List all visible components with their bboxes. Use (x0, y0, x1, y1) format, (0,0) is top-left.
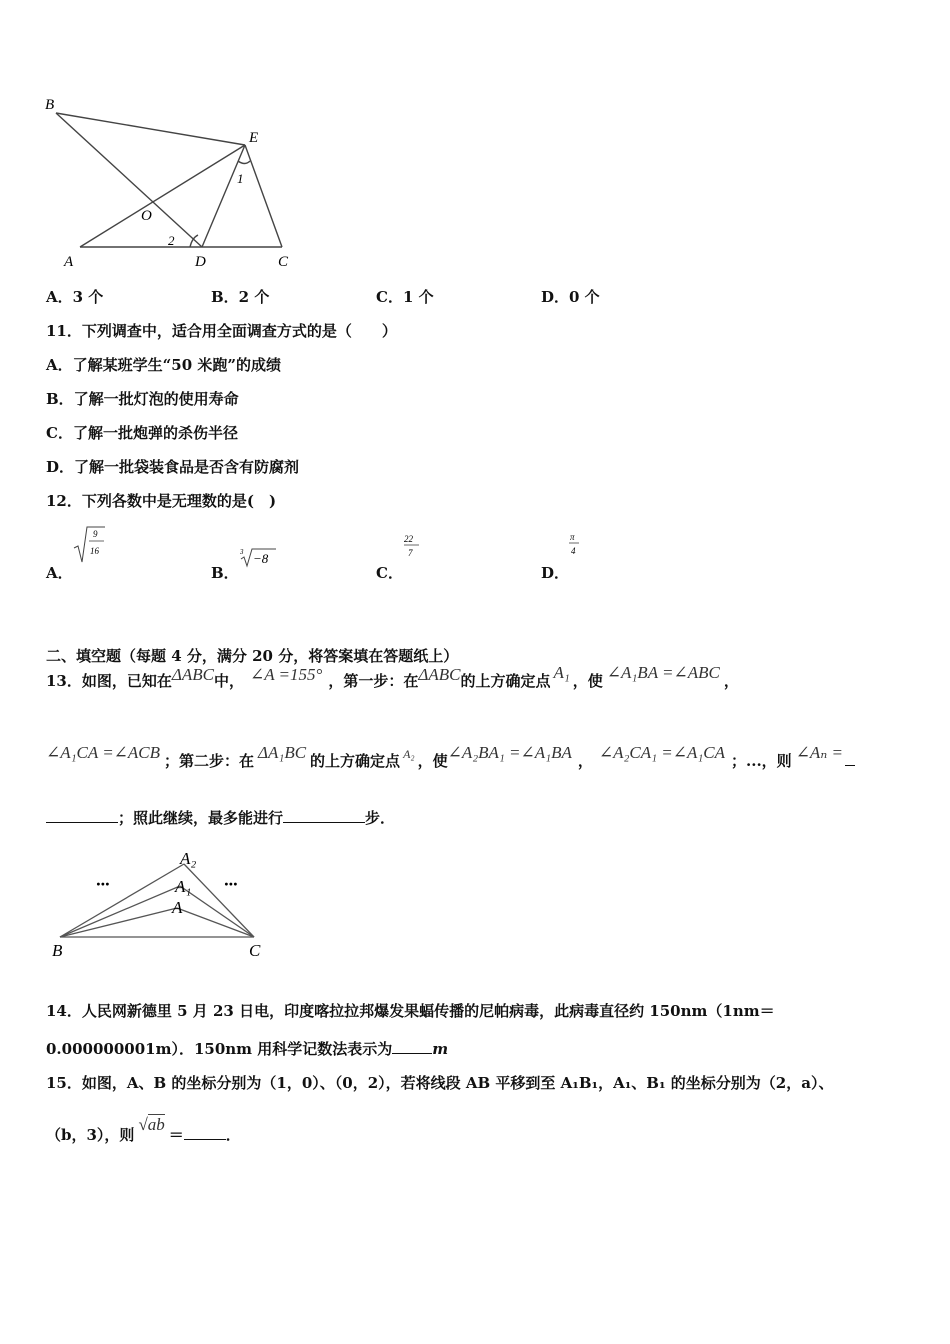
q13-answer-blank-1b[interactable] (46, 810, 118, 823)
q13-text: ， (577, 752, 593, 770)
label-E: E (249, 130, 259, 146)
q14-unit: m (432, 1040, 449, 1058)
q13-math: ∠A =155° (249, 665, 323, 684)
q13-math: ΔA₁BC (258, 743, 307, 762)
q13-text: 中， (213, 672, 244, 690)
q12-c-denominator: 7 (408, 548, 413, 558)
q12-stem: 12．下列各数中是无理数的是( ) (46, 492, 277, 510)
dots-left: ··· (96, 874, 110, 894)
q13-text: ，第一步：在 (328, 672, 419, 690)
q13-answer-blank-1a[interactable] (845, 753, 855, 766)
q14-line-1: 14．人民网新德里 5 月 23 日电，印度喀拉拉邦爆发果蝠传播的尼帕病毒，此病毒直径约 150nm（1nm＝ (46, 1002, 775, 1020)
q12-option-c-fraction (402, 532, 422, 560)
q13-text: 的上方确定点 (310, 752, 401, 770)
q12-d-denominator: 4 (571, 546, 576, 556)
q12-letter-c: C． (376, 564, 403, 582)
q11-option-b: B．了解一批灯泡的使用寿命 (46, 390, 239, 408)
q13-text: 步． (365, 809, 396, 827)
q15-equals: ＝ (168, 1126, 184, 1144)
q12-option-a-sqrt-fraction (72, 524, 106, 566)
label-C: C (278, 254, 289, 270)
q15-line-1: 15．如图，A、B 的坐标分别为（1，0）、（0，2），若将线段 AB 平移到至 A₁B₁，A₁、B₁ 的坐标分别为（2，a）、 (46, 1074, 834, 1092)
q14-answer-blank[interactable] (392, 1041, 432, 1054)
q10-option-c: C．1 个 (376, 288, 434, 306)
label-A: A (64, 254, 74, 270)
q13-math: ∠A₁CA =∠ACB (46, 743, 161, 762)
q11-option-c: C．了解一批炮弹的杀伤半径 (46, 424, 238, 442)
q11-stem: 11．下列调查中，适合用全面调查方式的是（ ） (46, 322, 397, 340)
label-B: B (52, 941, 63, 960)
q12-a-denominator: 16 (90, 546, 99, 556)
q12-b-index: 3 (240, 548, 244, 556)
q13-text: ，使 (417, 752, 448, 770)
label-A1: A₁ (175, 877, 192, 896)
q15-text: （b，3），则 (46, 1126, 135, 1144)
q13-math: ΔABC (418, 665, 461, 684)
section-2-title: 二、填空题（每题 4 分，满分 20 分，将答案填在答题纸上） (46, 647, 459, 665)
q15-line-2 (46, 1115, 241, 1145)
label-O: O (141, 208, 152, 224)
q10-option-d: D．0 个 (541, 288, 600, 306)
dots-right: ··· (224, 874, 238, 894)
figure-triangle-2 (44, 842, 284, 967)
q14-line-2 (46, 1038, 448, 1059)
q13-text: 13．如图，已知在 (46, 672, 172, 690)
figure-triangle-1 (40, 92, 310, 272)
q11-option-a: A．了解某班学生“50 米跑”的成绩 (46, 356, 281, 374)
q12-c-numerator: 22 (404, 534, 413, 544)
q10-option-b: B．2 个 (211, 288, 270, 306)
q13-text: ；...，则 (731, 752, 792, 770)
q13-math: ∠Aₙ = (795, 743, 843, 762)
q12-d-numerator: π (570, 532, 575, 542)
q12-option-d-fraction (567, 530, 583, 558)
q14-text: 0.000000001m）．150nm 用科学记数法表示为 (46, 1040, 393, 1058)
q13-line-2 (46, 743, 855, 771)
q13-math: ΔABC (171, 665, 214, 684)
label-B: B (45, 97, 55, 113)
q13-text: ， (723, 672, 739, 690)
q12-letter-b: B． (211, 564, 239, 582)
q13-text: ；第二步：在 (164, 752, 255, 770)
label-D: D (195, 254, 206, 270)
label-C: C (249, 941, 261, 960)
q13-text: ，使 (572, 672, 603, 690)
q13-text: 的上方确定点 (460, 672, 551, 690)
q12-b-radicand: −8 (253, 551, 269, 566)
q13-line-3 (46, 807, 395, 828)
q13-text: ；照此继续，最多能进行 (118, 809, 284, 827)
q13-math: ∠A₂BA₁ =∠A₁BA (447, 743, 572, 762)
q11-option-d: D．了解一批袋装食品是否含有防腐剂 (46, 458, 300, 476)
label-A2: A₂ (180, 849, 197, 868)
q13-math: ∠A₁BA =∠ABC (606, 663, 720, 682)
q13-math: ∠A₂CA₁ =∠A₁CA (598, 743, 726, 762)
q15-sqrt-ab: √ab (138, 1115, 165, 1134)
q12-a-numerator: 9 (93, 529, 98, 539)
q13-math: A₂ (403, 747, 415, 761)
q15-answer-blank[interactable] (184, 1127, 226, 1140)
q12-option-b-cube-root (238, 546, 278, 568)
label-A: A (172, 898, 183, 917)
q13-answer-blank-2[interactable] (283, 810, 365, 823)
q12-letter-a: A． (46, 564, 73, 582)
q15-radicand: ab (147, 1115, 165, 1134)
q10-option-a: A．3 个 (46, 288, 104, 306)
label-2: 2 (168, 233, 175, 248)
q13-line-1 (46, 663, 739, 691)
q15-period: ． (225, 1126, 241, 1144)
q13-math: A₁ (553, 663, 570, 682)
q12-letter-d: D． (541, 564, 570, 582)
label-1: 1 (237, 171, 244, 186)
